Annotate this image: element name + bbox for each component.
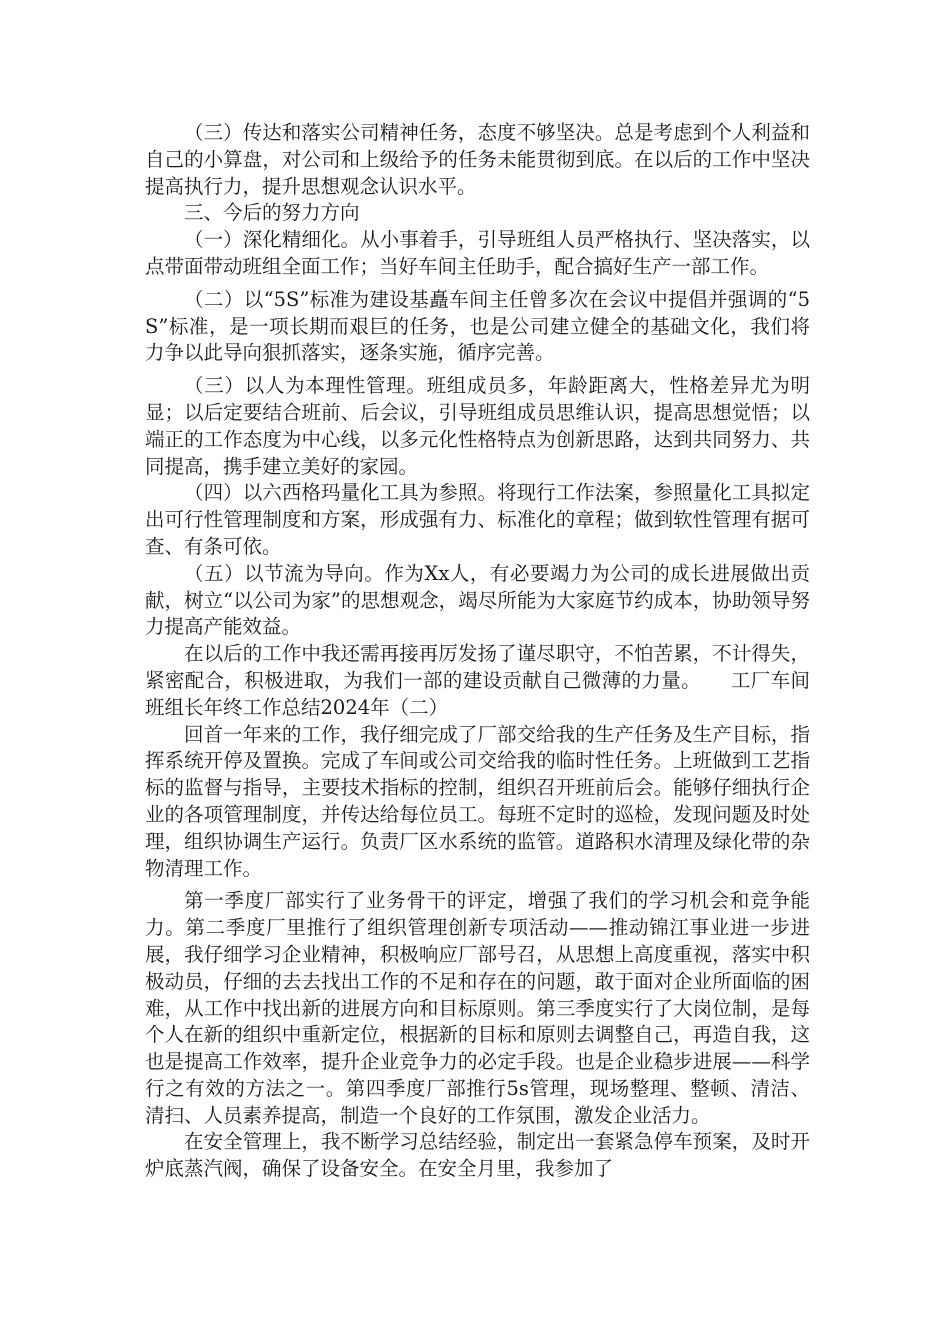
paragraph-5s-standard: （二）以“5S”标准为建设基矗车间主任曾多次在会议中提倡并强调的“5S”标准，是一项长期而艰巨的任务，也是公司建立健全的基础文化，我们将力争以此导向狠抓落实，逐条实施，循序完善。 xyxy=(145,287,810,365)
document-body xyxy=(145,120,810,1183)
paragraph-six-sigma: （四）以六西格玛量化工具为参照。将现行工作法案，参照量化工具拟定出可行性管理制度和方案，形成强有力、标准化的章程；做到软性管理有据可查、有条可依。 xyxy=(145,481,810,558)
paragraph-year-review: 回首一年来的工作，我仔细完成了厂部交给我的生产任务及生产目标，指挥系统开停及置换。完成了车间或公司交给我的临时性任务。上班做到工艺指标的监督与指导，主要技术指标的控制，组织召开班前后会。能够仔细执行企业的各项管理制度，并传达给每位员工。每班不定时的巡检，发现问题及时处理，组织协调生产运行。负责厂区水系统的监管。道路积水清理及绿化带的杂物清理工作。 xyxy=(145,722,810,880)
paragraph-conclusion-and-title: 在以后的工作中我还需再接再厉发扬了谨尽职守，不怕苦累，不计得失，紧密配合，积极进取，为我们一部的建设贡献自己微薄的力量。 工厂车间班组长年终工作总结2024年（二） xyxy=(145,642,810,719)
paragraph-attitude: （三）传达和落实公司精神任务，态度不够坚决。总是考虑到个人利益和自己的小算盘，对公司和上级给予的任务未能贯彻到底。在以后的工作中坚决提高执行力，提升思想观念认识水平。 xyxy=(145,121,810,198)
paragraph-safety-management: 在安全管理上，我不断学习总结经验，制定出一套紧急停车预案，及时开炉底蒸汽阀，确保了设备安全。在安全月里，我参加了 xyxy=(145,1130,810,1181)
paragraph-quarterly-work: 第一季度厂部实行了业务骨干的评定，增强了我们的学习机会和竞争能力。第二季度厂里推行了组织管理创新专项活动——推动锦江事业进一步进展，我仔细学习企业精神，积极响应厂部号召，从思想上高度重视，落实中积极动员，仔细的去去找出工作的不足和存在的问题，敢于面对企业所面临的困难，从工作中找出新的进展方向和目标原则。第三季度实行了大岗位制，是每个人在新的组织中重新定位，根据新的目标和原则去调整自己，再造自我，这也是提高工作效率，提升企业竞争力的必定手段。也是企业稳步进展——科学行之有效的方法之一。第四季度厂部推行5s管理，现场整理、整顿、清洁、清扫、人员素养提高，制造一个良好的工作氛围，激发企业活力。 xyxy=(145,889,810,1127)
paragraph-refinement: （一）深化精细化。从小事着手，引导班组人员严格执行、坚决落实，以点带面带动班组全面工作；当好车间主任助手，配合搞好生产一部工作。 xyxy=(145,228,810,278)
paragraph-cost-saving: （五）以节流为导向。作为Xx人，有必要竭力为公司的成长进展做出贡献，树立“以公司为家”的思想观念，竭尽所能为大家庭节约成本，协助领导努力提高产能效益。 xyxy=(145,561,810,639)
paragraph-people-oriented: （三）以人为本理性管理。班组成员多，年龄距离大，性格差异尤为明显；以后定要结合班前、后会议，引导班组成员思维认识，提高思想觉悟；以端正的工作态度为中心线，以多元化性格特点为创新思路，达到共同努力、共同提高，携手建立美好的家园。 xyxy=(145,374,810,478)
section-heading-future-direction: 三、今后的努力方向 xyxy=(184,201,360,225)
